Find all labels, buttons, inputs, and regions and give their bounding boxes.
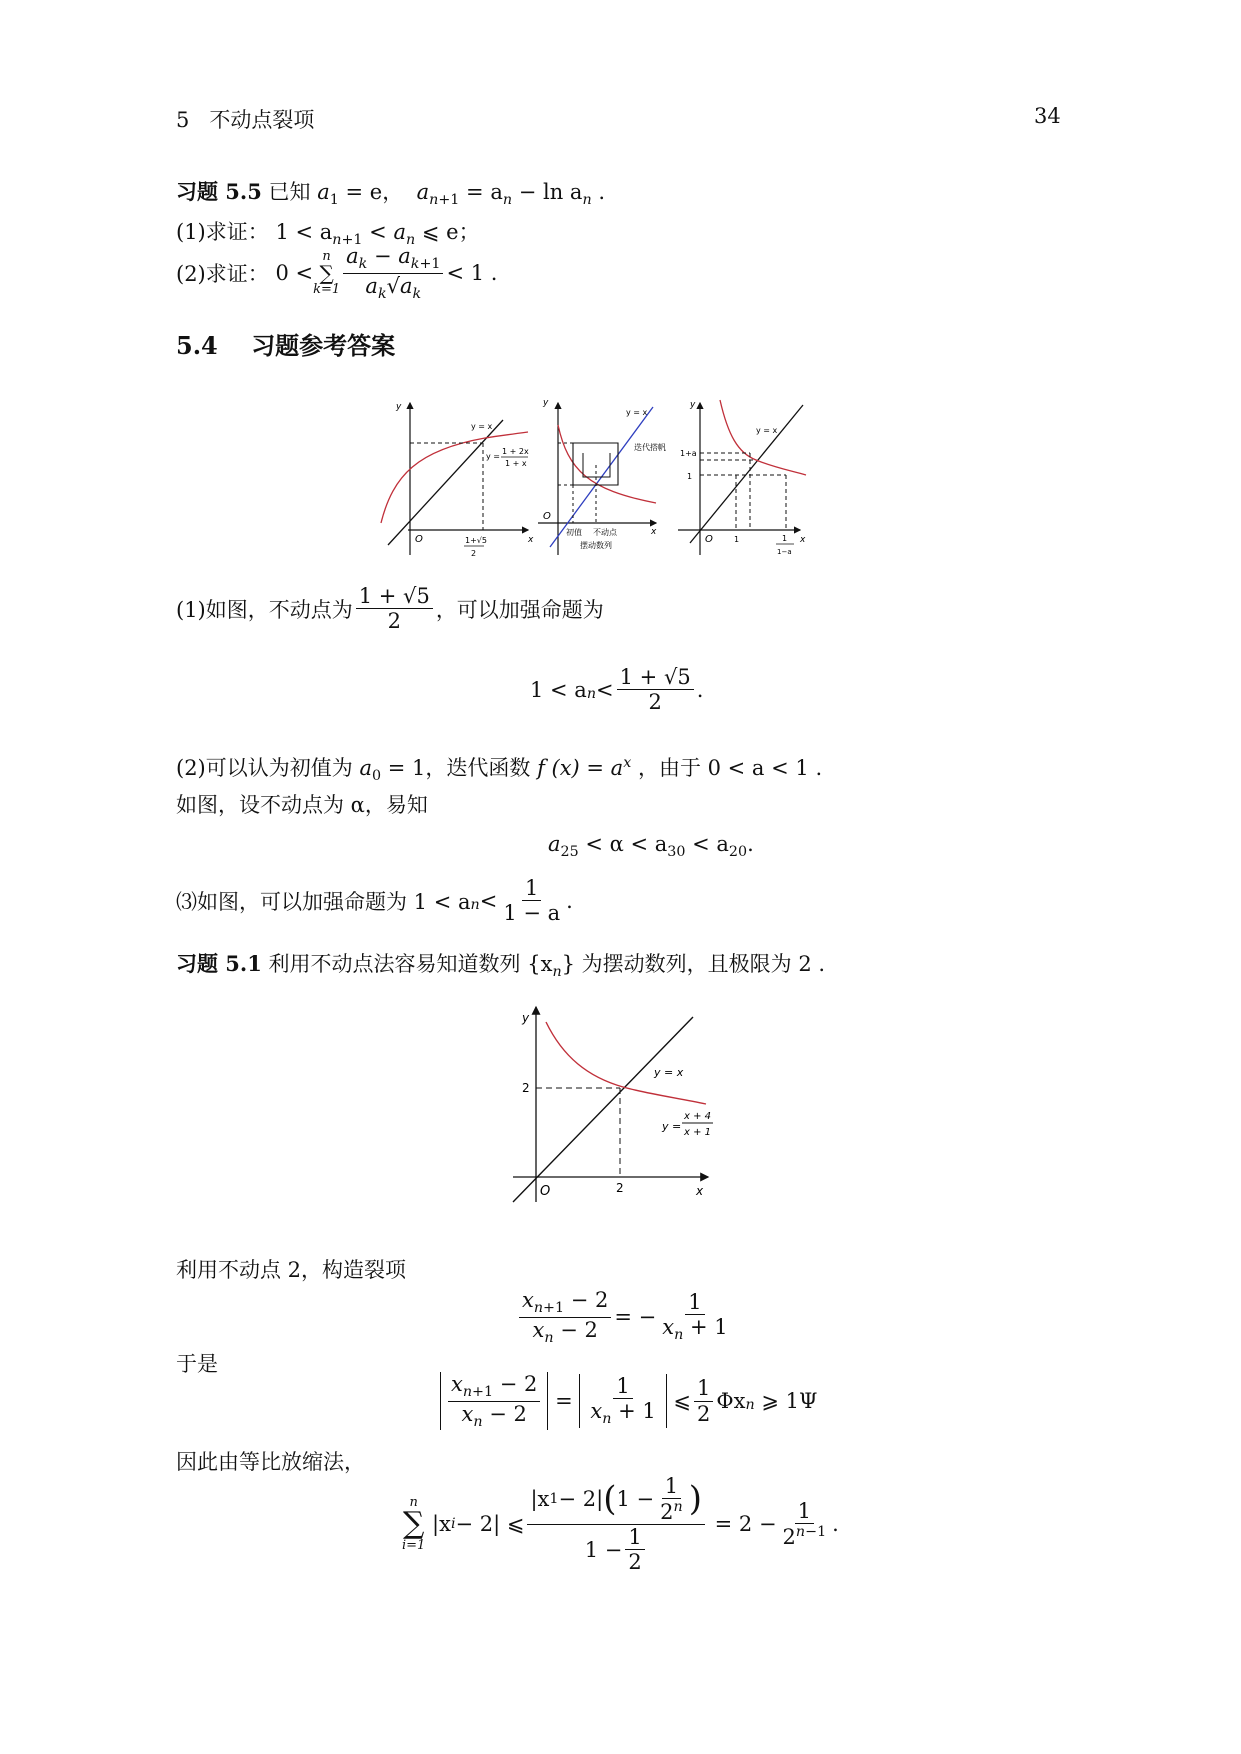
answer-2-line1: (2)可以认为初值为 $a_0 = 1$，迭代函数 f $(x) = a^x$ ，由于 0 < a < 1 . bbox=[176, 755, 823, 785]
figure-1-left-panel bbox=[381, 402, 534, 558]
curve bbox=[381, 432, 528, 523]
origin-label: O bbox=[543, 511, 551, 522]
figure-1-right-panel bbox=[678, 400, 806, 556]
answer-3-fraction bbox=[500, 876, 563, 925]
chapter-number: 5 bbox=[176, 108, 190, 132]
tick-frac-num: 1 bbox=[782, 534, 788, 543]
den-one-minus: 1 − bbox=[584, 1537, 623, 1562]
recurrence: = a bbox=[466, 180, 503, 204]
figure-1-middle-panel bbox=[538, 398, 666, 555]
half-num: 1 bbox=[694, 1376, 713, 1401]
paren-one-minus: 1 − bbox=[616, 1487, 655, 1512]
rhs-den-tail: + 1 bbox=[683, 1315, 728, 1340]
fraction-den: 2 bbox=[648, 690, 662, 715]
den-x: x bbox=[461, 1401, 474, 1426]
curve-label-num: 1 + 2x bbox=[502, 447, 529, 456]
den-num: 1 bbox=[625, 1525, 644, 1550]
exercise-5-1: 习题 5.1 利用不动点法容易知道数列 $\{x_n\}$ 为摆动数列，且极限为 2 . bbox=[176, 951, 826, 981]
rhs-den-tail: + 1 bbox=[611, 1399, 656, 1424]
exercise-label: 习题 5.5 bbox=[176, 179, 262, 204]
part1-tail: ⩽ e； bbox=[421, 220, 480, 244]
exercise-5-5-statement: 习题 5.5 已知 $a_1 = e$， $a_{n+1} = a_n - \ln a_n$ . bbox=[176, 179, 606, 209]
display-equation-2: $a_{25} < \alpha < a_{30} < a_{20}$. bbox=[548, 832, 754, 861]
sum-term-tail: − 2| ⩽ bbox=[455, 1512, 525, 1537]
curve bbox=[720, 400, 806, 475]
den-tail: − 2 bbox=[482, 1401, 527, 1426]
display4-ge: ⩾ 1Ψ bbox=[761, 1389, 818, 1414]
section-heading bbox=[176, 326, 395, 361]
exercise-label: 习题 5.1 bbox=[176, 951, 262, 976]
panel-caption: 摆动数列 bbox=[580, 541, 612, 550]
display2-end: . bbox=[747, 832, 754, 856]
origin-label: O bbox=[705, 534, 713, 545]
rhs-den: 2 bbox=[782, 1525, 796, 1550]
den-tail: − 2 bbox=[553, 1317, 598, 1342]
fixed-label: 不动点 bbox=[593, 528, 617, 537]
x-label: x bbox=[696, 1184, 704, 1198]
y-label: y bbox=[543, 398, 549, 408]
display4-le: ⩽ bbox=[673, 1389, 692, 1414]
display5-rhs-fraction: $\frac{1}{2^{n-1}}$ bbox=[782, 1499, 827, 1550]
curve-label-den: 1 + x bbox=[505, 459, 527, 468]
tick-x2: 2 bbox=[616, 1181, 624, 1195]
display2-lt1: < α < a bbox=[578, 832, 668, 856]
tick-x1: 1 bbox=[734, 535, 740, 544]
display3-rhs-fraction: $\frac{1}{x_n + 1}$ bbox=[662, 1290, 728, 1344]
display3-lhs-fraction: $\frac{x_{n+1} - 2}{x_n - 2}$ bbox=[519, 1288, 611, 1346]
answer-3-lt: < bbox=[479, 888, 498, 913]
rhs-num: 1 bbox=[685, 1290, 704, 1315]
text-yinci: 因此由等比放缩法， bbox=[176, 1450, 365, 1474]
a0-tail: = 1，迭代函数 bbox=[387, 756, 531, 780]
line-y-eq-x bbox=[513, 1017, 693, 1202]
part2-label: (2)求证： bbox=[176, 262, 269, 287]
line-label: y = x bbox=[626, 408, 648, 417]
answer-1-fraction bbox=[356, 584, 433, 633]
rhs-den-x: x bbox=[662, 1315, 675, 1340]
display1-fraction bbox=[617, 665, 694, 714]
iter-func-tail: ，由于 0 < a < 1 . bbox=[637, 756, 823, 780]
rhs-num: 1 bbox=[795, 1499, 814, 1524]
answer-2-text: (2)可以认为初值为 bbox=[176, 756, 353, 780]
line-y-eq-x bbox=[388, 420, 503, 545]
answer-3-text: ⑶如图，可以加强命题为 1 < a bbox=[176, 889, 471, 914]
display3-eq: = − bbox=[614, 1305, 657, 1330]
sum-top: n bbox=[409, 1495, 418, 1511]
paren-den: 2 bbox=[660, 1500, 674, 1525]
section-number: 5.4 bbox=[176, 331, 218, 360]
init-label: 初值 bbox=[566, 528, 582, 537]
rhs-num: 1 bbox=[613, 1374, 632, 1399]
curve bbox=[546, 1022, 706, 1104]
fraction-num: 1 + √5 bbox=[617, 665, 694, 690]
x-label: x bbox=[800, 535, 806, 545]
page-number: 34 bbox=[1034, 104, 1061, 128]
line-label: y = x bbox=[654, 1066, 684, 1079]
tick-label-bottom: 2 bbox=[471, 549, 477, 558]
part2-fraction: $\frac{a_k - a_{k+1}}{a_k√a_k}$ bbox=[343, 244, 443, 302]
section-title: 习题参考答案 bbox=[251, 331, 396, 360]
sum-operator: n ∑ k=1 bbox=[313, 249, 341, 298]
figure-1 bbox=[378, 395, 858, 560]
display4-eq: = bbox=[555, 1389, 573, 1414]
num-x: x bbox=[522, 1288, 534, 1312]
display1-mid: < bbox=[596, 677, 614, 702]
fraction-den: 1 − a bbox=[503, 901, 561, 926]
a0: a bbox=[359, 756, 372, 780]
x-label: x bbox=[651, 527, 657, 537]
display2-a: a bbox=[548, 832, 561, 856]
num-tail: − 2 bbox=[493, 1372, 538, 1396]
sum-term: |x bbox=[432, 1512, 451, 1537]
recurrence-tail: − ln a bbox=[518, 180, 583, 204]
abs-right: $\frac{1}{x_n + 1}$ bbox=[579, 1374, 666, 1428]
origin-label: O bbox=[540, 1184, 551, 1199]
origin-label: O bbox=[415, 534, 423, 545]
answer-1-tail: ，可以加强命题为 bbox=[435, 597, 604, 622]
part2-rhs: < 1 . bbox=[446, 261, 498, 286]
text-yushi: 于是 bbox=[176, 1352, 218, 1376]
line-label: y = x bbox=[471, 422, 493, 431]
part2-lhs: 0 < bbox=[275, 261, 314, 286]
y-label: y bbox=[690, 400, 696, 410]
exercise-part1: (1)求证： $1 < a_{n+1} < a_n$ ⩽ e； bbox=[176, 220, 480, 249]
curve-label: y = bbox=[662, 1120, 682, 1133]
answer-1 bbox=[176, 584, 604, 633]
header-chapter bbox=[176, 104, 314, 134]
display1-end: . bbox=[696, 677, 704, 702]
half-den: 2 bbox=[697, 1401, 711, 1426]
tick-frac-den: 1−a bbox=[777, 548, 792, 556]
answer-1-text: (1)如图，不动点为 bbox=[176, 597, 353, 622]
part1-label: (1)求证： bbox=[176, 220, 269, 244]
display2-lt2: < a bbox=[685, 832, 729, 856]
display-equation-5: n ∑ i=1 |x i − 2| ⩽ |x 1 − 2| ( 1 − $\frac{1}{2^n}$ ) 1 − $\frac{1}{2}$ = 2 − $\frac{1}{2^{n-1}}$ . bbox=[402, 1474, 839, 1575]
exercise-part2 bbox=[176, 244, 497, 302]
iter-func: f (x) = a bbox=[537, 756, 624, 780]
num-x: x bbox=[451, 1372, 463, 1396]
half-fraction bbox=[694, 1376, 713, 1425]
den-den: 2 bbox=[628, 1550, 642, 1575]
x-label: x bbox=[528, 535, 534, 545]
sum-operator: n ∑ i=1 bbox=[402, 1495, 426, 1554]
exercise-text: 已知 bbox=[268, 180, 311, 204]
display5-end: . bbox=[832, 1512, 839, 1537]
note-label: 迭代搭帆 bbox=[634, 443, 666, 452]
answer-3-end: . bbox=[566, 888, 573, 913]
paren-num: 1 bbox=[662, 1474, 681, 1499]
tick-1: 1 bbox=[687, 472, 693, 481]
part1-expr: 1 < a bbox=[275, 220, 333, 244]
exercise-text: 利用不动点法容易知道数列 {x bbox=[268, 952, 553, 976]
line-y-eq-x bbox=[690, 405, 803, 543]
display-equation-3 bbox=[516, 1288, 734, 1346]
curve-label-num: x + 4 bbox=[684, 1111, 712, 1122]
display4-phi: Φx bbox=[716, 1389, 746, 1414]
tick-label-top: 1+√5 bbox=[465, 536, 487, 545]
curve-label: y = bbox=[486, 452, 500, 461]
num-abs-tail: − 2| bbox=[558, 1487, 604, 1512]
answer-3: ⑶如图，可以加强命题为 1 < a n < $\frac{1}{1 - a}$ . bbox=[176, 876, 573, 926]
rhs-den-x: x bbox=[590, 1399, 603, 1424]
display-equation-4: $\frac{x_{n+1} - 2}{x_n - 2}$ = $\frac{1}{x_n + 1}$ ⩽ $\frac{1}{2}$ Φx n ⩾ 1Ψ bbox=[440, 1372, 817, 1430]
sum-bottom: i=1 bbox=[402, 1538, 426, 1554]
display5-eq: = 2 − bbox=[714, 1512, 777, 1537]
figure-2 bbox=[508, 1002, 718, 1207]
num-tail: − 2 bbox=[564, 1288, 609, 1312]
line-label: y = x bbox=[756, 426, 778, 435]
display-equation-1: 1 < a n < $\frac{1 + √5}{2}$ . bbox=[530, 665, 704, 715]
display5-main-fraction: |x 1 − 2| ( 1 − $\frac{1}{2^n}$ ) 1 − $\frac{1}{2}$ bbox=[527, 1474, 704, 1575]
y-label: y bbox=[396, 402, 402, 412]
fraction-num: 1 + √5 bbox=[356, 584, 433, 609]
y-label: y bbox=[522, 1011, 530, 1025]
num-abs: |x bbox=[530, 1487, 550, 1512]
fraction-num: 1 bbox=[522, 876, 541, 901]
den-x: x bbox=[532, 1317, 545, 1342]
tick-y2: 2 bbox=[522, 1081, 530, 1095]
text-split: 利用不动点 2，构造裂项 bbox=[176, 1258, 407, 1282]
abs-left: $\frac{x_{n+1} - 2}{x_n - 2}$ bbox=[440, 1372, 548, 1430]
exercise-text-tail: } 为摆动数列，且极限为 2 . bbox=[561, 952, 826, 976]
chapter-title: 不动点裂项 bbox=[209, 108, 315, 132]
fraction-den: 2 bbox=[387, 609, 401, 634]
display1-lhs: 1 < a bbox=[530, 677, 587, 702]
tick-1a: 1+a bbox=[680, 449, 697, 458]
a1-value: = e， bbox=[345, 180, 404, 204]
curve-label-den: x + 1 bbox=[684, 1127, 712, 1138]
answer-2-line2: 如图，设不动点为 α，易知 bbox=[176, 793, 428, 817]
